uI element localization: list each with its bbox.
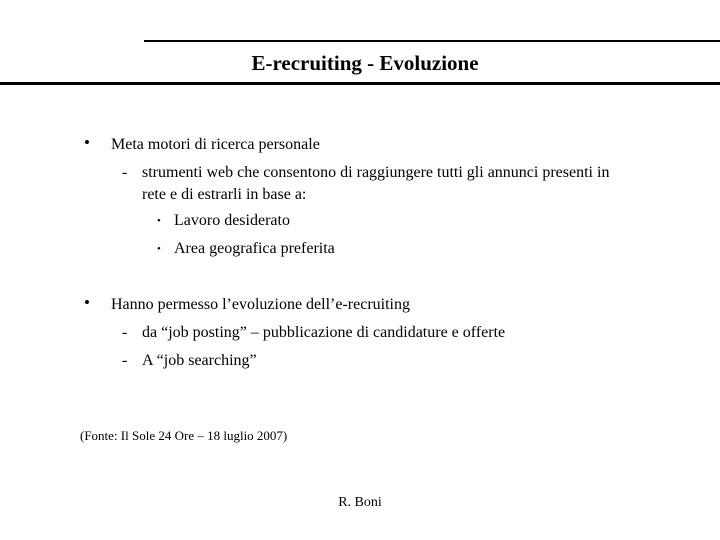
source-note: (Fonte: Il Sole 24 Ore – 18 luglio 2007) xyxy=(80,428,288,443)
author-footer: R. Boni xyxy=(338,495,382,510)
dash-icon: - xyxy=(122,324,128,341)
section-1-item-2: Area geografica preferita xyxy=(174,240,335,257)
title-rule-top xyxy=(144,40,720,42)
section-2-heading: Hanno permesso l’evoluzione dell’e-recruiting xyxy=(111,296,410,313)
dash-icon: - xyxy=(122,164,128,181)
bullet-icon: • xyxy=(84,133,90,152)
section-2-sub-2: A “job searching” xyxy=(142,352,257,369)
section-2-sub-1: da “job posting” – pubblicazione di candidature e offerte xyxy=(142,324,506,341)
dash-icon: - xyxy=(122,352,128,369)
section-1-item-1: Lavoro desiderato xyxy=(174,212,290,229)
section-1-heading: Meta motori di ricerca personale xyxy=(111,136,320,153)
bullet-small-icon: • xyxy=(157,215,161,227)
section-1-sub-line-1: strumenti web che consentono di raggiungere tutti gli annunci presenti in xyxy=(142,164,610,181)
section-1-sub-line-2: rete e di estrarli in base a: xyxy=(142,186,307,203)
page-title: E-recruiting - Evoluzione xyxy=(251,51,479,75)
bullet-small-icon: • xyxy=(157,243,161,255)
bullet-icon: • xyxy=(84,293,90,312)
title-rule-bottom xyxy=(0,82,720,85)
